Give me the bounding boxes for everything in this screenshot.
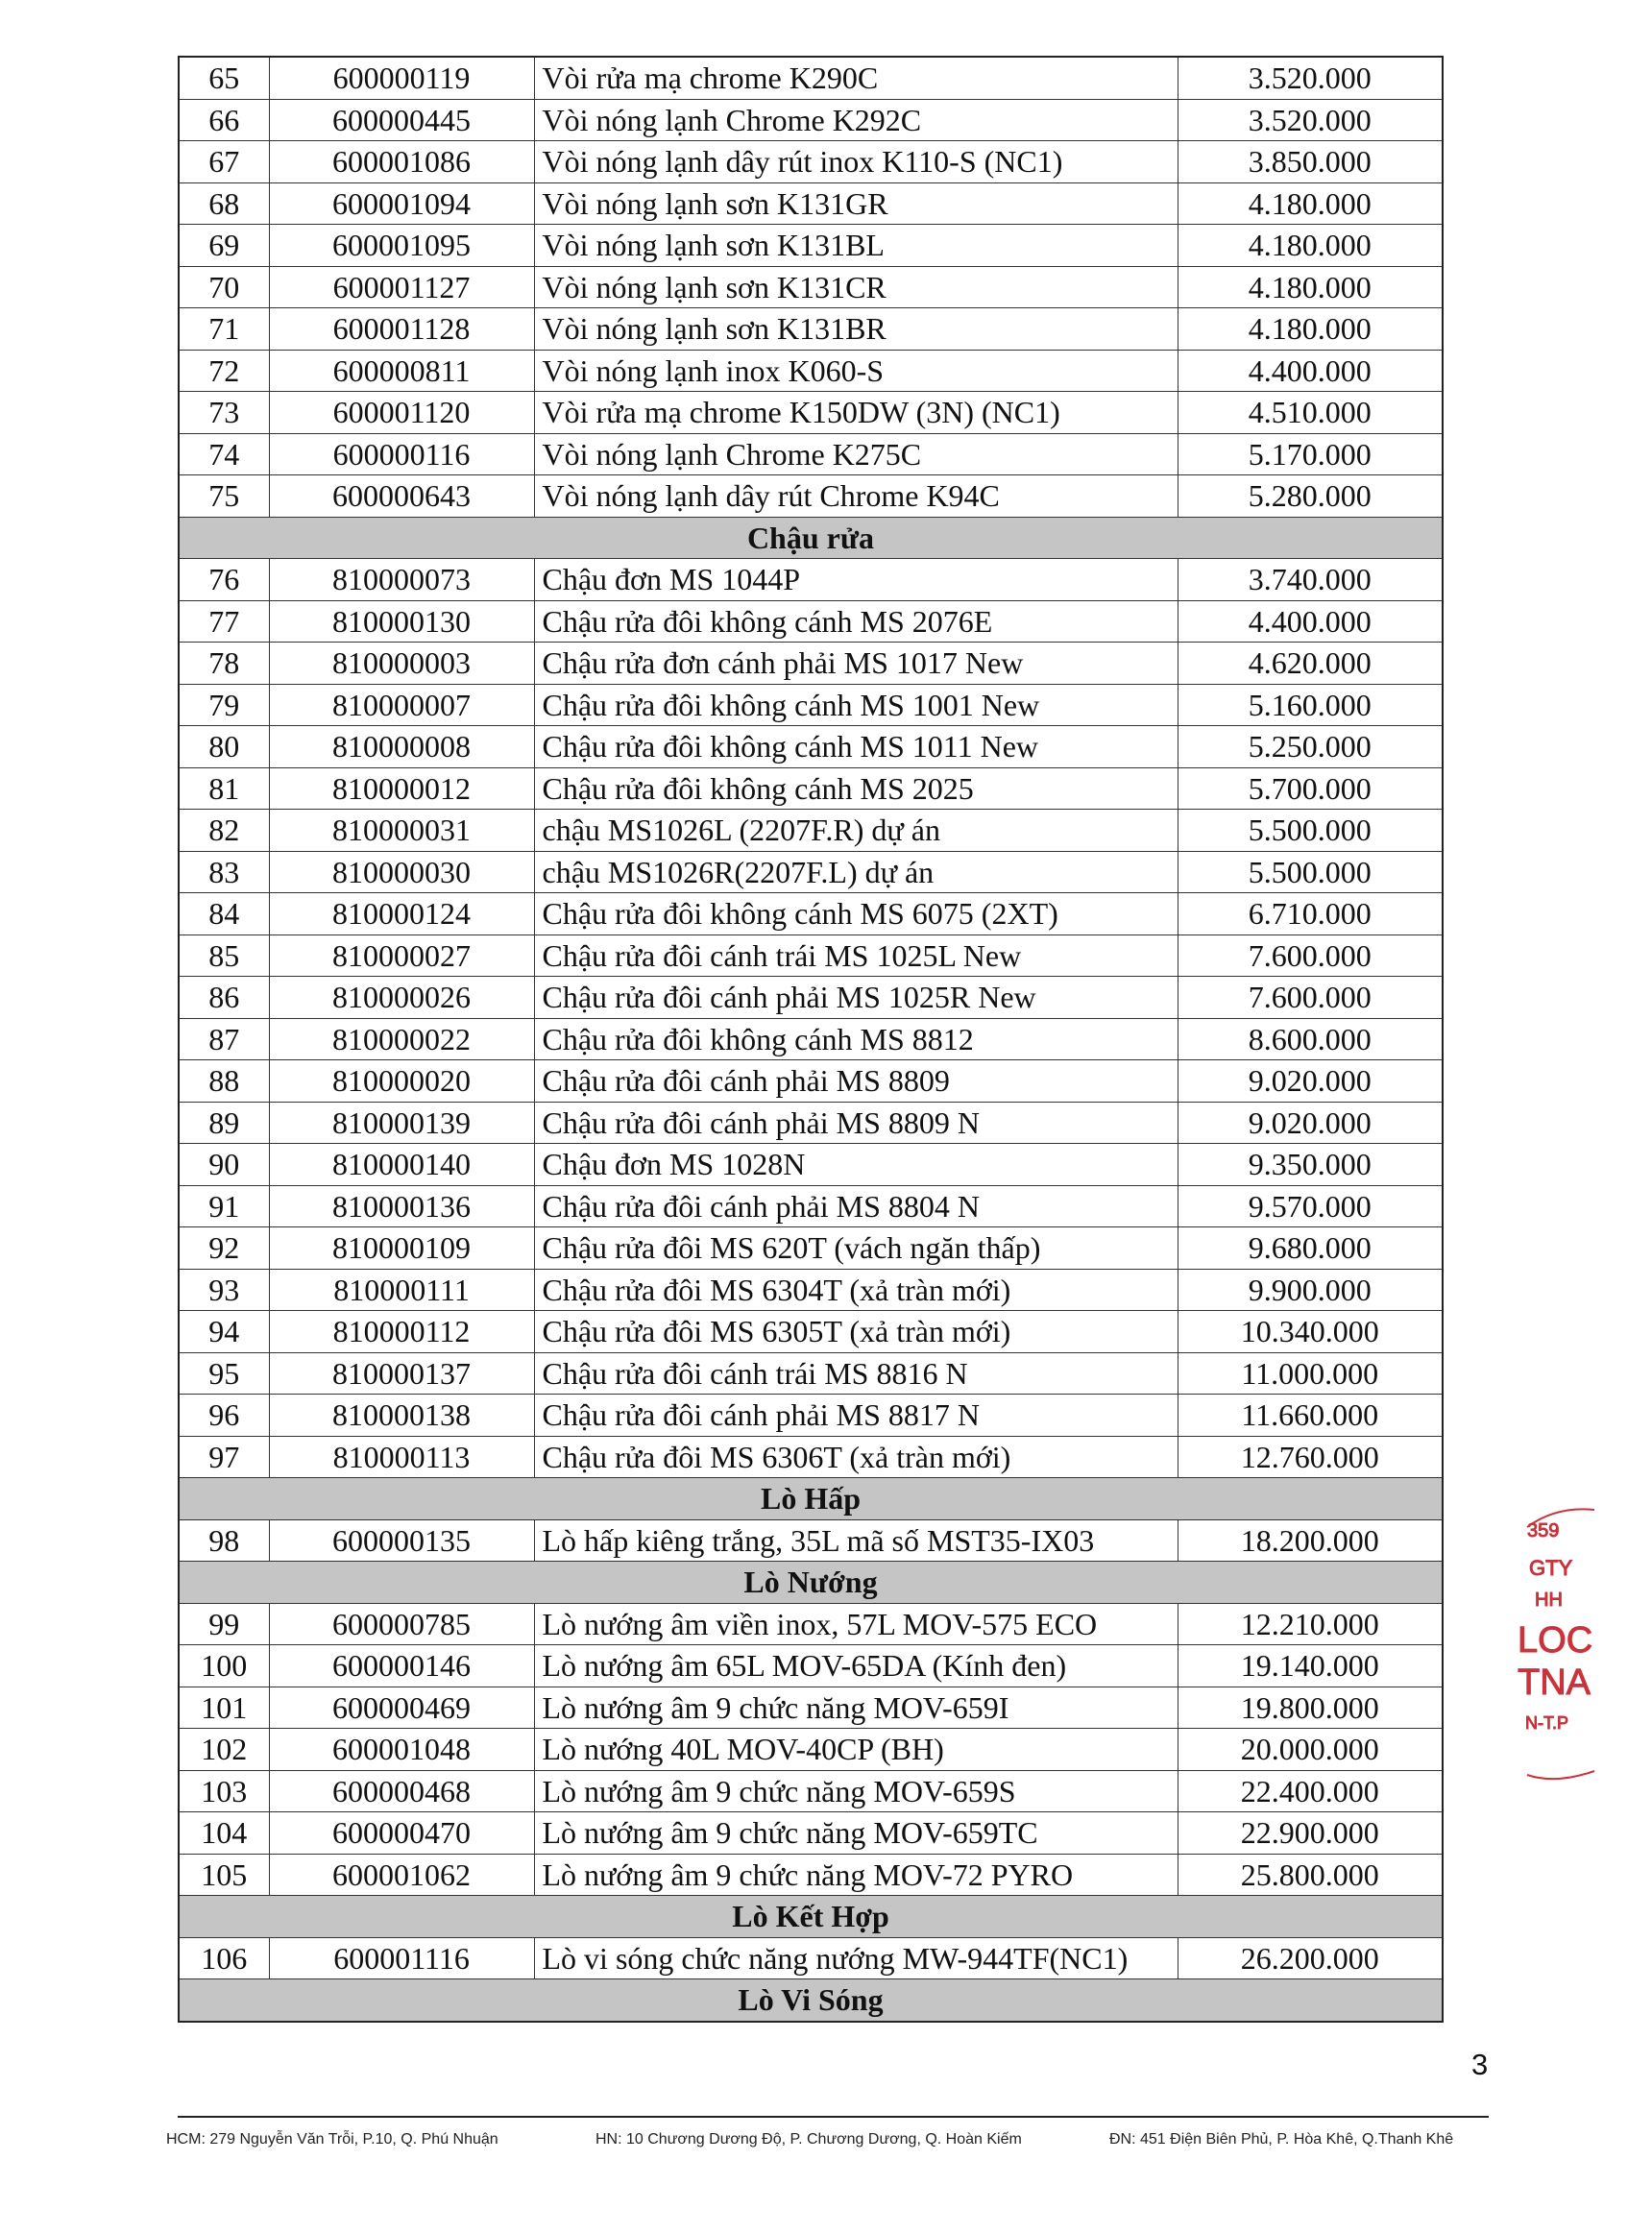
price-cell: 11.660.000	[1178, 1395, 1443, 1437]
product-name-cell: Vòi rửa mạ chrome K150DW (3N) (NC1)	[534, 392, 1178, 434]
row-number-cell: 104	[179, 1812, 269, 1855]
price-cell: 4.400.000	[1178, 600, 1443, 643]
row-number-cell: 77	[179, 600, 269, 643]
product-name-cell: Chậu rửa đôi không cánh MS 8812	[534, 1018, 1178, 1060]
price-cell: 9.900.000	[1178, 1269, 1443, 1311]
product-code-cell: 810000073	[269, 559, 534, 601]
row-number-cell: 81	[179, 767, 269, 810]
product-code-cell: 600001116	[269, 1937, 534, 1979]
company-seal	[1518, 1498, 1652, 1786]
product-code-cell: 810000139	[269, 1102, 534, 1144]
product-name-cell: Chậu rửa đôi cánh trái MS 8816 N	[534, 1352, 1178, 1395]
seal-text-fragment: LOC	[1518, 1620, 1593, 1661]
price-cell: 4.180.000	[1178, 266, 1443, 308]
row-number-cell: 92	[179, 1227, 269, 1270]
footer-address-dn: ĐN: 451 Điện Biên Phủ, P. Hòa Khê, Q.Thanh Khê	[1109, 2131, 1454, 2148]
table-body	[179, 57, 1443, 2022]
footer-address-hcm: HCM: 279 Nguyễn Văn Trỗi, P.10, Q. Phú Nhuận	[166, 2131, 498, 2148]
table-row	[179, 1185, 1443, 1227]
table-row	[179, 1227, 1443, 1270]
product-name-cell: Chậu rửa đôi không cánh MS 2025	[534, 767, 1178, 810]
table-row	[179, 893, 1443, 935]
row-number-cell: 75	[179, 475, 269, 518]
product-name-cell: Lò nướng âm 65L MOV-65DA (Kính đen)	[534, 1645, 1178, 1687]
section-title: Chậu rửa	[179, 517, 1443, 559]
row-number-cell: 88	[179, 1060, 269, 1103]
product-code-cell: 810000007	[269, 684, 534, 726]
table-row	[179, 810, 1443, 852]
product-code-cell: 810000130	[269, 600, 534, 643]
product-name-cell: Chậu rửa đôi không cánh MS 1001 New	[534, 684, 1178, 726]
table-row	[179, 57, 1443, 99]
row-number-cell: 99	[179, 1603, 269, 1645]
table-row	[179, 1395, 1443, 1437]
price-cell: 3.740.000	[1178, 559, 1443, 601]
product-code-cell: 600001127	[269, 266, 534, 308]
product-code-cell: 600001128	[269, 308, 534, 351]
product-name-cell: Vòi nóng lạnh sơn K131GR	[534, 182, 1178, 225]
price-cell: 4.510.000	[1178, 392, 1443, 434]
product-code-cell: 600000811	[269, 350, 534, 392]
product-code-cell: 810000030	[269, 851, 534, 893]
section-title: Lò Hấp	[179, 1478, 1443, 1520]
table-row	[179, 1102, 1443, 1144]
seal-text-fragment: HH	[1535, 1590, 1563, 1611]
row-number-cell: 100	[179, 1645, 269, 1687]
row-number-cell: 79	[179, 684, 269, 726]
section-title: Lò Nướng	[179, 1562, 1443, 1604]
product-name-cell: Chậu rửa đôi MS 6305T (xả tràn mới)	[534, 1311, 1178, 1353]
product-code-cell: 600000643	[269, 475, 534, 518]
product-name-cell: Vòi nóng lạnh sơn K131BL	[534, 225, 1178, 267]
section-title: Lò Kết Hợp	[179, 1896, 1443, 1938]
product-code-cell: 600001094	[269, 182, 534, 225]
table-row	[179, 1603, 1443, 1645]
price-cell: 5.700.000	[1178, 767, 1443, 810]
row-number-cell: 84	[179, 893, 269, 935]
seal-text-fragment: GTY	[1529, 1556, 1573, 1580]
product-code-cell: 600000445	[269, 99, 534, 141]
price-cell: 4.620.000	[1178, 643, 1443, 685]
table-row	[179, 1937, 1443, 1979]
section-header-row	[179, 1562, 1443, 1604]
row-number-cell: 67	[179, 141, 269, 183]
product-name-cell: Chậu rửa đôi cánh phải MS 1025R New	[534, 977, 1178, 1019]
product-name-cell: Chậu rửa đôi MS 6304T (xả tràn mới)	[534, 1269, 1178, 1311]
table-row	[179, 643, 1443, 685]
price-cell: 22.900.000	[1178, 1812, 1443, 1855]
product-name-cell: Lò nướng âm 9 chức năng MOV-72 PYRO	[534, 1854, 1178, 1896]
product-code-cell: 600000116	[269, 433, 534, 475]
row-number-cell: 70	[179, 266, 269, 308]
product-code-cell: 810000111	[269, 1269, 534, 1311]
table-row	[179, 225, 1443, 267]
table-row	[179, 182, 1443, 225]
footer-divider	[178, 2116, 1489, 2118]
table-row	[179, 600, 1443, 643]
product-name-cell: Lò vi sóng chức năng nướng MW-944TF(NC1)	[534, 1937, 1178, 1979]
row-number-cell: 68	[179, 182, 269, 225]
product-name-cell: Chậu rửa đơn cánh phải MS 1017 New	[534, 643, 1178, 685]
product-code-cell: 810000112	[269, 1311, 534, 1353]
price-cell: 9.350.000	[1178, 1144, 1443, 1186]
product-code-cell: 600000135	[269, 1519, 534, 1562]
product-code-cell: 810000003	[269, 643, 534, 685]
section-header-row	[179, 1979, 1443, 2022]
table-row	[179, 1812, 1443, 1855]
product-code-cell: 810000137	[269, 1352, 534, 1395]
product-name-cell: Lò nướng 40L MOV-40CP (BH)	[534, 1729, 1178, 1771]
row-number-cell: 80	[179, 726, 269, 768]
product-name-cell: Chậu rửa đôi không cánh MS 2076E	[534, 600, 1178, 643]
row-number-cell: 76	[179, 559, 269, 601]
row-number-cell: 97	[179, 1436, 269, 1478]
price-cell: 4.180.000	[1178, 308, 1443, 351]
row-number-cell: 78	[179, 643, 269, 685]
product-name-cell: Lò nướng âm 9 chức năng MOV-659I	[534, 1687, 1178, 1729]
price-cell: 3.520.000	[1178, 57, 1443, 99]
price-table	[178, 56, 1444, 2023]
table-row	[179, 392, 1443, 434]
price-cell: 22.400.000	[1178, 1770, 1443, 1812]
price-cell: 4.400.000	[1178, 350, 1443, 392]
product-name-cell: Chậu rửa đôi cánh trái MS 1025L New	[534, 934, 1178, 977]
table-row	[179, 977, 1443, 1019]
product-code-cell: 810000022	[269, 1018, 534, 1060]
product-code-cell: 810000113	[269, 1436, 534, 1478]
price-cell: 9.680.000	[1178, 1227, 1443, 1270]
product-name-cell: Vòi nóng lạnh inox K060-S	[534, 350, 1178, 392]
row-number-cell: 66	[179, 99, 269, 141]
price-cell: 5.170.000	[1178, 433, 1443, 475]
price-cell: 4.180.000	[1178, 225, 1443, 267]
price-cell: 4.180.000	[1178, 182, 1443, 225]
product-name-cell: Vòi nóng lạnh Chrome K275C	[534, 433, 1178, 475]
product-code-cell: 810000124	[269, 893, 534, 935]
price-cell: 5.280.000	[1178, 475, 1443, 518]
row-number-cell: 85	[179, 934, 269, 977]
row-number-cell: 93	[179, 1269, 269, 1311]
product-code-cell: 600000469	[269, 1687, 534, 1729]
table-row	[179, 684, 1443, 726]
product-name-cell: Chậu rửa đôi MS 620T (vách ngăn thấp)	[534, 1227, 1178, 1270]
price-cell: 9.020.000	[1178, 1060, 1443, 1103]
seal-text-fragment: TNA	[1518, 1663, 1591, 1703]
price-cell: 9.020.000	[1178, 1102, 1443, 1144]
product-code-cell: 600000146	[269, 1645, 534, 1687]
table-row	[179, 1311, 1443, 1353]
table-row	[179, 1352, 1443, 1395]
product-name-cell: Chậu rửa đôi không cánh MS 1011 New	[534, 726, 1178, 768]
table-row	[179, 141, 1443, 183]
product-code-cell: 810000020	[269, 1060, 534, 1103]
row-number-cell: 87	[179, 1018, 269, 1060]
table-row	[179, 99, 1443, 141]
row-number-cell: 72	[179, 350, 269, 392]
table-row	[179, 1269, 1443, 1311]
row-number-cell: 91	[179, 1185, 269, 1227]
table-row	[179, 726, 1443, 768]
product-code-cell: 810000136	[269, 1185, 534, 1227]
product-name-cell: Chậu đơn MS 1028N	[534, 1144, 1178, 1186]
table-row	[179, 1645, 1443, 1687]
row-number-cell: 83	[179, 851, 269, 893]
table-row	[179, 475, 1443, 518]
row-number-cell: 101	[179, 1687, 269, 1729]
price-cell: 12.760.000	[1178, 1436, 1443, 1478]
table-row	[179, 266, 1443, 308]
table-row	[179, 1436, 1443, 1478]
product-name-cell: Vòi nóng lạnh dây rút inox K110-S (NC1)	[534, 141, 1178, 183]
section-header-row	[179, 1896, 1443, 1938]
product-name-cell: Chậu rửa đôi cánh phải MS 8817 N	[534, 1395, 1178, 1437]
product-code-cell: 600000119	[269, 57, 534, 99]
product-code-cell: 600000785	[269, 1603, 534, 1645]
product-code-cell: 600001048	[269, 1729, 534, 1771]
product-name-cell: Chậu rửa đôi cánh phải MS 8804 N	[534, 1185, 1178, 1227]
product-code-cell: 810000031	[269, 810, 534, 852]
seal-text-fragment: 359	[1527, 1520, 1560, 1541]
product-name-cell: Vòi nóng lạnh dây rút Chrome K94C	[534, 475, 1178, 518]
product-code-cell: 600001095	[269, 225, 534, 267]
section-header-row	[179, 517, 1443, 559]
price-cell: 19.140.000	[1178, 1645, 1443, 1687]
product-code-cell: 810000026	[269, 977, 534, 1019]
price-cell: 5.160.000	[1178, 684, 1443, 726]
product-name-cell: Chậu rửa đôi không cánh MS 6075 (2XT)	[534, 893, 1178, 935]
row-number-cell: 69	[179, 225, 269, 267]
product-name-cell: Chậu rửa đôi cánh phải MS 8809 N	[534, 1102, 1178, 1144]
price-cell: 11.000.000	[1178, 1352, 1443, 1395]
table-row	[179, 1770, 1443, 1812]
row-number-cell: 90	[179, 1144, 269, 1186]
row-number-cell: 82	[179, 810, 269, 852]
table-row	[179, 433, 1443, 475]
product-name-cell: chậu MS1026R(2207F.L) dự án	[534, 851, 1178, 893]
product-name-cell: Vòi rửa mạ chrome K290C	[534, 57, 1178, 99]
row-number-cell: 74	[179, 433, 269, 475]
price-cell: 19.800.000	[1178, 1687, 1443, 1729]
product-code-cell: 600000470	[269, 1812, 534, 1855]
product-code-cell: 600001086	[269, 141, 534, 183]
table-row	[179, 1854, 1443, 1896]
product-name-cell: Chậu đơn MS 1044P	[534, 559, 1178, 601]
row-number-cell: 73	[179, 392, 269, 434]
row-number-cell: 65	[179, 57, 269, 99]
row-number-cell: 98	[179, 1519, 269, 1562]
price-cell: 6.710.000	[1178, 893, 1443, 935]
product-code-cell: 810000012	[269, 767, 534, 810]
price-cell: 5.500.000	[1178, 851, 1443, 893]
table-row	[179, 1687, 1443, 1729]
product-code-cell: 600001062	[269, 1854, 534, 1896]
table-row	[179, 1144, 1443, 1186]
row-number-cell: 106	[179, 1937, 269, 1979]
price-cell: 20.000.000	[1178, 1729, 1443, 1771]
row-number-cell: 105	[179, 1854, 269, 1896]
product-name-cell: Vòi nóng lạnh Chrome K292C	[534, 99, 1178, 141]
footer-address-hn: HN: 10 Chương Dương Độ, P. Chương Dương, Q. Hoàn Kiếm	[595, 2131, 1022, 2148]
product-name-cell: Chậu rửa đôi cánh phải MS 8809	[534, 1060, 1178, 1103]
row-number-cell: 94	[179, 1311, 269, 1353]
section-header-row	[179, 1478, 1443, 1520]
product-code-cell: 600001120	[269, 392, 534, 434]
table-row	[179, 350, 1443, 392]
product-name-cell: chậu MS1026L (2207F.R) dự án	[534, 810, 1178, 852]
product-code-cell: 810000140	[269, 1144, 534, 1186]
table-row	[179, 1018, 1443, 1060]
table-row	[179, 934, 1443, 977]
product-code-cell: 810000027	[269, 934, 534, 977]
product-name-cell: Vòi nóng lạnh sơn K131CR	[534, 266, 1178, 308]
price-cell: 12.210.000	[1178, 1603, 1443, 1645]
row-number-cell: 89	[179, 1102, 269, 1144]
price-cell: 10.340.000	[1178, 1311, 1443, 1353]
table-row	[179, 767, 1443, 810]
row-number-cell: 86	[179, 977, 269, 1019]
price-cell: 7.600.000	[1178, 977, 1443, 1019]
row-number-cell: 71	[179, 308, 269, 351]
price-cell: 25.800.000	[1178, 1854, 1443, 1896]
table-row	[179, 1519, 1443, 1562]
row-number-cell: 95	[179, 1352, 269, 1395]
product-name-cell: Chậu rửa đôi MS 6306T (xả tràn mới)	[534, 1436, 1178, 1478]
price-cell: 9.570.000	[1178, 1185, 1443, 1227]
table-row	[179, 1060, 1443, 1103]
table-row	[179, 851, 1443, 893]
section-title: Lò Vi Sóng	[179, 1979, 1443, 2022]
row-number-cell: 103	[179, 1770, 269, 1812]
product-code-cell: 810000109	[269, 1227, 534, 1270]
table-row	[179, 1729, 1443, 1771]
product-name-cell: Vòi nóng lạnh sơn K131BR	[534, 308, 1178, 351]
product-name-cell: Lò nướng âm 9 chức năng MOV-659TC	[534, 1812, 1178, 1855]
product-code-cell: 600000468	[269, 1770, 534, 1812]
product-code-cell: 810000008	[269, 726, 534, 768]
table-row	[179, 559, 1443, 601]
price-cell: 7.600.000	[1178, 934, 1443, 977]
row-number-cell: 96	[179, 1395, 269, 1437]
product-name-cell: Lò hấp kiêng trắng, 35L mã số MST35-IX03	[534, 1519, 1178, 1562]
price-cell: 8.600.000	[1178, 1018, 1443, 1060]
page-number: 3	[1471, 2048, 1489, 2081]
price-cell: 3.850.000	[1178, 141, 1443, 183]
seal-text-fragment: N-T.P	[1525, 1713, 1568, 1733]
price-cell: 26.200.000	[1178, 1937, 1443, 1979]
table-row	[179, 308, 1443, 351]
product-code-cell: 810000138	[269, 1395, 534, 1437]
price-cell: 5.250.000	[1178, 726, 1443, 768]
price-cell: 3.520.000	[1178, 99, 1443, 141]
price-cell: 5.500.000	[1178, 810, 1443, 852]
product-name-cell: Lò nướng âm 9 chức năng MOV-659S	[534, 1770, 1178, 1812]
row-number-cell: 102	[179, 1729, 269, 1771]
product-name-cell: Lò nướng âm viền inox, 57L MOV-575 ECO	[534, 1603, 1178, 1645]
price-cell: 18.200.000	[1178, 1519, 1443, 1562]
